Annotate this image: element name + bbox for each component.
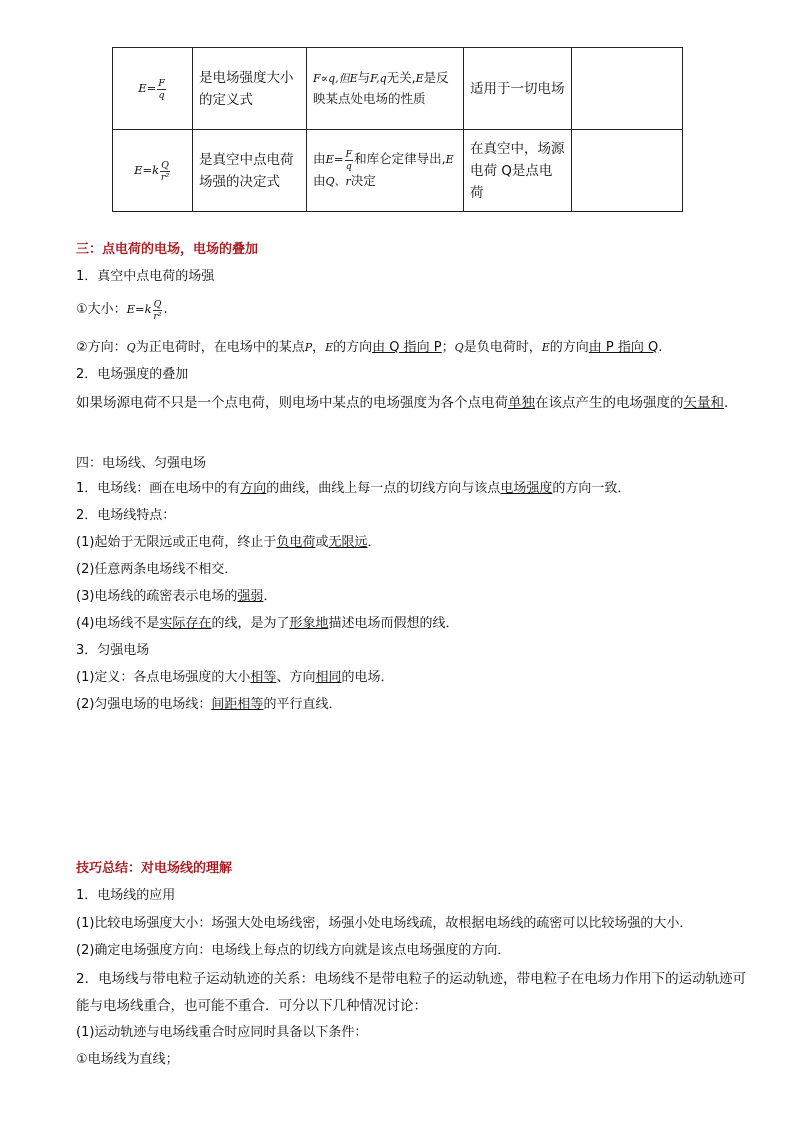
scope-cell: 在真空中，场源电荷 Q是点电荷: [464, 130, 572, 212]
uniform-field-definition: (1)定义：各点电场强度的大小相等、方向相同的电场．: [76, 670, 394, 685]
uniform-field-lines: (2)匀强电场的电场线：间距相等的平行直线．: [76, 697, 342, 712]
superposition-paragraph: 如果场源电荷不只是一个点电荷，则电场中某点的电场强度为各个点电荷单独在该点产生的电场强度的矢量和.: [76, 395, 729, 411]
item-point-charge-field: 1．真空中点电荷的场强: [76, 269, 215, 284]
meaning-cell: 是真空中点电荷场强的决定式: [193, 130, 307, 212]
table-row: [113, 48, 683, 130]
feature-3: (3)电场线的疏密表示电场的强弱．: [76, 589, 277, 604]
tip-direction: (2)确定电场强度方向：电场线上每点的切线方向就是该点电场强度的方向．: [76, 943, 511, 958]
tip-straight-line: ①电场线为直线；: [76, 1052, 179, 1067]
field-magnitude-line: ①大小：E=k $\frac{Q}{\text{r²}}$ .: [76, 298, 168, 322]
uniform-field-heading: 3．匀强电场: [76, 643, 150, 658]
scope-cell: 适用于一切电场: [464, 48, 572, 130]
note-cell: F∝q,但E与F,q无关,E是反映某点处电场的性质: [307, 48, 464, 130]
feature-4: (4)电场线不是实际存在的线，是为了形象地描述电场而假想的线．: [76, 616, 459, 631]
tip-trajectory-relation: 2．电场线与带电粒子运动轨迹的关系：电场线不是带电粒子的运动轨迹，带电粒子在电场力作用下的运动轨迹可能与电场线重合，也可能不重合．可分以下几种情况讨论：: [76, 971, 747, 1014]
formula-comparison-table: [112, 47, 683, 212]
tip-compare-strength: (1)比较电场强度大小：场强大处电场线密，场强小处电场线疏，故根据电场线的疏密可以比较场强的大小．: [76, 916, 693, 931]
field-direction-line: ②方向：Q为正电荷时，在电场中的某点P，E的方向由 Q 指向 P；Q是负电荷时，E的方向由 P 指向 Q.: [76, 340, 663, 355]
tip-coincide-conditions: (1)运动轨迹与电场线重合时应同时具备以下条件：: [76, 1025, 368, 1040]
note-cell: 由E= $\frac{F}{q}$ 和库仑定律导出,E由Q、r决定: [307, 130, 464, 212]
extra-cell: [572, 48, 683, 130]
feature-2: (2)任意两条电场线不相交．: [76, 562, 238, 577]
section-4-heading: 四：电场线、匀强电场: [76, 456, 207, 471]
field-line-definition: 1．电场线：画在电场中的有方向的曲线，曲线上每一点的切线方向与该点电场强度的方向一致．: [76, 481, 631, 496]
item-superposition: 2．电场强度的叠加: [76, 367, 189, 382]
section-3-heading: 三：点电荷的电场，电场的叠加: [76, 242, 259, 257]
feature-1: (1)起始于无限远或正电荷，终止于负电荷或无限远．: [76, 535, 381, 550]
tip-1: 1．电场线的应用: [76, 888, 176, 903]
meaning-cell: 是电场强度大小的定义式: [193, 48, 307, 130]
field-line-features: 2．电场线特点：: [76, 508, 176, 523]
decisive-formula: E=k $\frac{Q}{\text{r²}}$: [134, 159, 170, 183]
tips-heading: 技巧总结：对电场线的理解: [76, 861, 233, 876]
formula-cell: [113, 130, 193, 212]
formula-cell: [113, 48, 193, 130]
definition-formula: E= $\frac{F}{q}$: [138, 77, 165, 101]
extra-cell: [572, 130, 683, 212]
table-row: [113, 130, 683, 212]
